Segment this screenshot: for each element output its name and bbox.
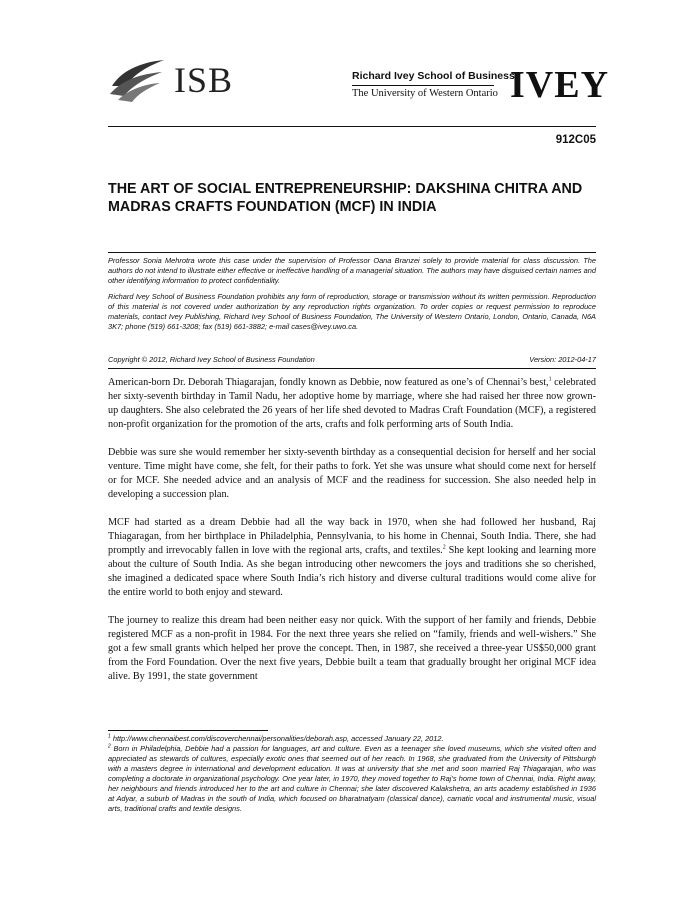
case-title: THE ART OF SOCIAL ENTREPRENEURSHIP: DAKSHINA CHITRA AND MADRAS CRAFTS FOUNDATION (MCF) IN INDIA	[108, 181, 583, 215]
body-paragraph-1: American-born Dr. Deborah Thiagarajan, fondly known as Debbie, now featured as one’s of Chennai’s best,$^1$ celebrated her sixty-seventh birthday in Tamil Nadu, her adoptive home by marriage, where she had raised her three now grown-up daughters. She also celebrated the 26 years of her life shed devoted to Madras Craft Foundation (MCF), a registered non-profit organization for the promotion of the arts, crafts and folk performing arts of South India.	[108, 376, 596, 430]
notes-bottom-rule	[108, 368, 596, 369]
ivey-school-name: Richard Ivey School of Business	[352, 70, 515, 82]
footnote-rule	[108, 730, 268, 731]
footnote-ref-1: 1	[548, 376, 552, 383]
copyright-row	[108, 355, 596, 365]
footnotes	[108, 734, 596, 814]
body-paragraph-3: MCF had started as a dream Debbie had all the way back in 1970, when she had followed her husband, Raj Thiagaragan, from her birthplace in Philadelphia, Pennsylvania, to his home in Chennai, South India. There, she had promptly and irrevocably fallen in love with the regional arts, crafts, and textiles.$^2$ She kept looking and learning more about the culture of South India. As she began introducing other newcomers the joys and traditions she so cherished, she imagined a dedicated space where South India’s rich history and diverse cultural traditions would come alive for the entire world to both enjoy and steward.	[108, 517, 596, 598]
case-body	[108, 376, 596, 698]
body-paragraph-4: The journey to realize this dream had been neither easy nor quick. With the support of her family and friends, Debbie registered MCF as a non-profit in 1984. For the next three years she relied on “family, friends and well-wishers.” She got a few small grants which helped her prove the concept. Then, in 1987, she received a three-year US$50,000 grant from the Ford Foundation. Over the next five years, Debbie built a team that gradually brought her original MCF idea alive. By 1991, the state government	[108, 615, 596, 682]
isb-logo	[108, 56, 248, 104]
header-rule	[108, 126, 596, 127]
ivey-university-name: The University of Western Ontario	[352, 88, 498, 99]
copyright-text: Copyright © 2012, Richard Ivey School of Business Foundation	[108, 355, 315, 364]
authorship-note: Professor Sonia Mehrotra wrote this case under the supervision of Professor Oana Branzei solely to provide material for class discussion. The authors do not intend to illustrate either effective or ineffective handling of a managerial situation. The authors may have disguised certain names and other identifying information to protect confidentiality.	[108, 256, 596, 285]
case-number: 912C05	[555, 134, 596, 146]
isb-bird-icon	[108, 56, 166, 102]
body-paragraph-2: Debbie was sure she would remember her sixty-seventh birthday as a consequential decision for herself and her social venture. Time might have come, she felt, for their paths to fork. Yet she was unsure what should come next for herself or for MCF. She needed advice and an analysis of MCF and the readiness for succession. She also needed help in developing a succession plan.	[108, 447, 596, 500]
footnote-1: $^1$ http://www.chennaibest.com/discoverchennai/personalities/deborah.asp, accessed January 22, 2012.	[108, 733, 444, 743]
footnote-ref-2: 2	[442, 544, 446, 551]
permissions-note: Richard Ivey School of Business Foundation prohibits any form of reproduction, storage or transmission without its written permission. Reproduction of this material is not covered under authorization by any reproduction rights organization. To order copies or request permission to reproduce materials, contact Ivey Publishing, Richard Ivey School of Business Foundation, The University of Western Ontario, London, Ontario, Canada, N6A 3K7; phone (519) 661-3208; fax (519) 661-3882; e-mail cases@ivey.uwo.ca.	[108, 292, 596, 331]
case-notes	[108, 256, 596, 338]
version-text: Version: 2012-04-17	[529, 355, 596, 364]
ivey-logo	[352, 64, 610, 110]
ivey-wordmark: IVEY	[510, 64, 610, 106]
notes-top-rule	[108, 252, 596, 253]
isb-logo-text: ISB	[174, 60, 234, 100]
footnote-2: $^2$ Born in Philadelphia, Debbie had a passion for languages, art and culture. Even as a teenager she loved museums, which she visited often and appreciated as stewards of cultures, especially exotic ones that seemed out of her reach. In 1968, she graduated from the University of Pittsburgh with a masters degree in international and development education. It was at university that she met and soon married Raj Thiagarajan, who was completing a doctorate in organizational psychology. One year later, in 1970, they moved together to Raj’s home town of Chennai, India. Right away, her neighbours and friends introduced her to the art and culture in Chennai; she later discovered Kalakshetra, an arts academy established in 1936 at Adyar, a suburb of Madras in the south of India, which focused on bharatnatyam (classical dance), carnatic vocal and instrumental music, visual arts, traditional crafts and textile designs.	[108, 743, 596, 813]
ivey-divider	[352, 85, 494, 86]
